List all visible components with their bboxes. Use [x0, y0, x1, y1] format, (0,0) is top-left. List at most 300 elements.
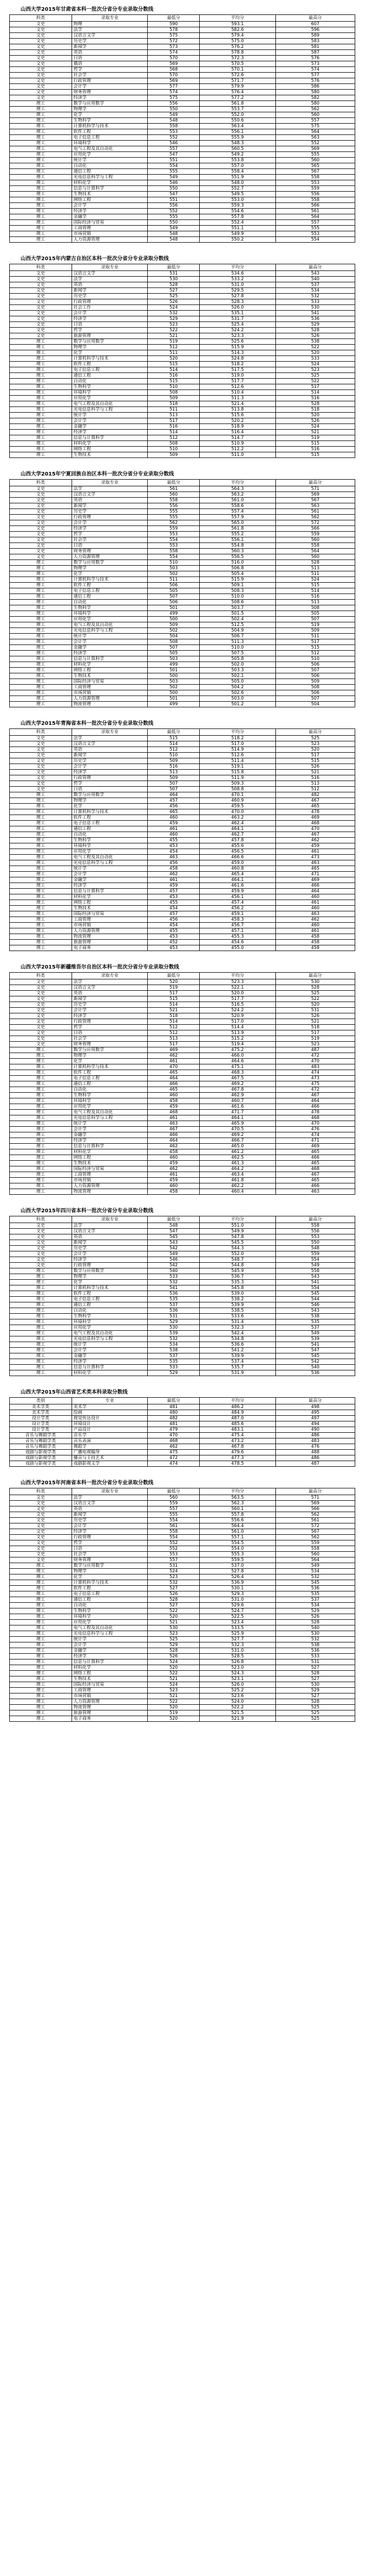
category-cell: 理工	[10, 1104, 72, 1110]
min-score-cell: 463	[148, 1121, 200, 1127]
max-score-cell: 556	[275, 1229, 355, 1234]
major-cell: 新闻学	[72, 1240, 148, 1246]
avg-score-cell: 515.8	[200, 770, 276, 775]
major-cell: 旅游管理	[72, 940, 148, 945]
table-row	[10, 1620, 355, 1625]
max-score-cell: 573	[275, 61, 355, 67]
max-score-cell: 569	[275, 1501, 355, 1506]
avg-score-cell: 523.1	[200, 1676, 276, 1682]
major-cell: 人力资源管理	[72, 696, 148, 702]
major-cell: 汉语言文学	[72, 492, 148, 498]
max-score-cell: 564	[275, 214, 355, 220]
min-score-cell: 514	[148, 1002, 200, 1008]
major-cell: 行政管理	[72, 775, 148, 781]
major-cell: 物流管理	[72, 1189, 148, 1195]
major-cell: 英语	[72, 50, 148, 56]
min-score-cell: 513	[148, 1036, 200, 1042]
major-cell: 哲学	[72, 67, 148, 73]
major-cell: 经济学	[72, 95, 148, 101]
min-score-cell: 525	[148, 1637, 200, 1642]
major-cell: 软件工程	[72, 583, 148, 588]
major-cell: 英语	[72, 747, 148, 753]
max-score-cell: 468	[275, 1166, 355, 1172]
min-score-cell: 512	[148, 1025, 200, 1030]
min-score-cell: 535	[148, 1359, 200, 1365]
table-row	[10, 560, 355, 566]
max-score-cell: 506	[275, 662, 355, 668]
table-row	[10, 158, 355, 163]
max-score-cell: 478	[275, 1110, 355, 1115]
major-cell: 电气工程及其自动化	[72, 1331, 148, 1336]
max-score-cell: 511	[275, 634, 355, 639]
major-cell: 旅游管理	[72, 333, 148, 339]
table-row	[10, 1557, 355, 1563]
min-score-cell: 550	[148, 220, 200, 226]
max-score-cell: 526	[275, 764, 355, 770]
category-cell: 理工	[10, 1654, 72, 1659]
major-cell: 市场营销	[72, 923, 148, 928]
table-row	[10, 1501, 355, 1506]
category-cell: 文史	[10, 1518, 72, 1523]
avg-score-cell: 522.2	[200, 1705, 276, 1710]
min-score-cell: 514	[148, 430, 200, 435]
avg-score-cell: 555.3	[200, 1552, 276, 1557]
category-cell: 理工	[10, 197, 72, 203]
major-cell: 物流管理	[72, 1705, 148, 1710]
table-row	[10, 294, 355, 299]
avg-score-cell: 462.5	[200, 1155, 276, 1161]
major-cell: 网络工程	[72, 447, 148, 452]
table-row	[10, 282, 355, 288]
major-cell: 软件工程	[72, 815, 148, 821]
avg-score-cell: 506.7	[200, 634, 276, 639]
table-row	[10, 843, 355, 849]
major-cell: 广播电视编导	[72, 1450, 148, 1455]
min-score-cell: 456	[148, 860, 200, 866]
min-score-cell: 552	[148, 209, 200, 214]
min-score-cell: 515	[148, 736, 200, 741]
max-score-cell: 515	[275, 441, 355, 447]
category-cell: 理工	[10, 152, 72, 158]
table-row	[10, 1081, 355, 1087]
min-score-cell: 455	[148, 900, 200, 906]
table-row	[10, 1614, 355, 1620]
avg-score-cell: 527.8	[200, 1569, 276, 1574]
avg-score-cell: 551.1	[200, 226, 276, 231]
category-cell: 理工	[10, 1093, 72, 1098]
category-cell: 理工	[10, 214, 72, 220]
min-score-cell: 466	[148, 1081, 200, 1087]
min-score-cell: 531	[148, 1314, 200, 1319]
max-score-cell: 535	[275, 1591, 355, 1597]
max-score-cell: 527	[275, 1665, 355, 1671]
table-row	[10, 1178, 355, 1183]
min-score-cell: 546	[148, 141, 200, 146]
avg-score-cell: 579.4	[200, 33, 276, 39]
min-score-cell: 555	[148, 214, 200, 220]
max-score-cell: 495	[275, 1410, 355, 1416]
major-cell: 生物科学	[72, 1093, 148, 1098]
major-cell: 金融学	[72, 645, 148, 651]
table-row	[10, 696, 355, 702]
avg-score-cell: 593.1	[200, 22, 276, 27]
score-table	[9, 1208, 355, 1376]
max-score-cell: 558	[275, 197, 355, 203]
avg-score-cell: 457.1	[200, 928, 276, 934]
table-row	[10, 152, 355, 158]
max-score-cell: 521	[275, 430, 355, 435]
max-score-cell: 532	[275, 1637, 355, 1642]
major-cell: 应用化学	[72, 849, 148, 855]
min-score-cell: 458	[148, 1098, 200, 1104]
avg-score-cell: 545.5	[200, 1240, 276, 1246]
major-cell: 材料化学	[72, 894, 148, 900]
score-table	[9, 471, 355, 707]
max-score-cell: 557	[275, 220, 355, 226]
table-title: 山西大学2015年内蒙古自治区本科一批次分省分专业录取分数线	[21, 256, 169, 262]
max-score-cell: 463	[275, 860, 355, 866]
category-cell: 理工	[10, 1155, 72, 1161]
avg-score-cell: 521.5	[200, 1710, 276, 1716]
major-cell: 光电信息科学与工程	[72, 860, 148, 866]
category-cell: 理工	[10, 945, 72, 951]
major-cell: 电子信息工程	[72, 588, 148, 594]
max-score-cell: 512	[275, 787, 355, 792]
max-score-cell: 469	[275, 815, 355, 821]
avg-score-cell: 462.9	[200, 1093, 276, 1098]
max-score-cell: 533	[275, 356, 355, 362]
category-cell: 理工	[10, 1144, 72, 1149]
category-cell: 理工	[10, 1336, 72, 1342]
category-cell: 文史	[10, 299, 72, 305]
avg-score-cell: 455.0	[200, 945, 276, 951]
table-row	[10, 362, 355, 367]
category-cell: 理工	[10, 588, 72, 594]
major-cell: 物理学	[72, 1274, 148, 1280]
max-score-cell: 580	[275, 90, 355, 95]
table-row	[10, 1404, 355, 1410]
table-row	[10, 226, 355, 231]
avg-score-cell: 456.5	[200, 849, 276, 855]
category-cell: 理工	[10, 1614, 72, 1620]
min-score-cell: 570	[148, 73, 200, 78]
column-header: 科类	[10, 480, 72, 486]
avg-score-cell: 534.6	[200, 271, 276, 277]
table-row	[10, 645, 355, 651]
major-cell: 人力资源管理	[72, 1183, 148, 1189]
category-cell: 文史	[10, 770, 72, 775]
avg-score-cell: 565.0	[200, 520, 276, 526]
category-cell: 理工	[10, 1325, 72, 1331]
avg-score-cell: 511.3	[200, 639, 276, 645]
major-cell: 通信工程	[72, 1302, 148, 1308]
max-score-cell: 560	[275, 537, 355, 543]
category-cell: 理工	[10, 1274, 72, 1280]
table-row	[10, 537, 355, 543]
major-cell: 电子商务	[72, 945, 148, 951]
max-score-cell: 507	[275, 668, 355, 673]
major-cell: 自动化	[72, 600, 148, 605]
table-row	[10, 1251, 355, 1257]
avg-score-cell: 539.9	[200, 1302, 276, 1308]
major-cell: 环境科学	[72, 141, 148, 146]
category-cell: 文史	[10, 1557, 72, 1563]
table-row	[10, 1342, 355, 1348]
table-row	[10, 1059, 355, 1064]
table-row	[10, 1331, 355, 1336]
max-score-cell: 463	[275, 1189, 355, 1195]
max-score-cell: 537	[275, 282, 355, 288]
avg-score-cell: 561.8	[200, 101, 276, 107]
table-row	[10, 770, 355, 775]
max-score-cell: 525	[275, 373, 355, 379]
min-score-cell: 461	[148, 1059, 200, 1064]
max-score-cell: 468	[275, 1115, 355, 1121]
max-score-cell: 531	[275, 1659, 355, 1665]
min-score-cell: 549	[148, 175, 200, 180]
major-cell: 人力资源管理	[72, 237, 148, 243]
max-score-cell: 460	[275, 923, 355, 928]
avg-score-cell: 464.1	[200, 877, 276, 883]
avg-score-cell: 508.6	[200, 600, 276, 605]
avg-score-cell: 463.4	[200, 1172, 276, 1178]
avg-score-cell: 577.2	[200, 95, 276, 101]
min-score-cell: 518	[148, 1013, 200, 1019]
avg-score-cell: 535.3	[200, 1280, 276, 1285]
min-score-cell: 510	[148, 384, 200, 390]
category-cell: 理工	[10, 1659, 72, 1665]
avg-score-cell: 517.0	[200, 1019, 276, 1025]
min-score-cell: 557	[148, 1506, 200, 1512]
category-cell: 理工	[10, 1064, 72, 1070]
category-cell: 文史	[10, 747, 72, 753]
max-score-cell: 538	[275, 1642, 355, 1648]
max-score-cell: 550	[275, 1240, 355, 1246]
min-score-cell: 461	[148, 877, 200, 883]
max-score-cell: 473	[275, 855, 355, 860]
avg-score-cell: 524.2	[200, 1008, 276, 1013]
category-cell: 文史	[10, 328, 72, 333]
table-row	[10, 288, 355, 294]
major-cell: 汉语言文学	[72, 741, 148, 747]
category-cell: 理工	[10, 1314, 72, 1319]
table-row	[10, 1036, 355, 1042]
table-row	[10, 532, 355, 537]
column-header: 最高分	[275, 973, 355, 979]
min-score-cell: 501	[148, 696, 200, 702]
avg-score-cell: 538.2	[200, 1297, 276, 1302]
category-cell: 设计学类	[10, 1421, 72, 1427]
avg-score-cell: 570.1	[200, 67, 276, 73]
max-score-cell: 563	[275, 503, 355, 509]
avg-score-cell: 464.1	[200, 826, 276, 832]
min-score-cell: 512	[148, 345, 200, 350]
major-cell: 化学	[72, 571, 148, 577]
max-score-cell: 544	[275, 1297, 355, 1302]
min-score-cell: 453	[148, 843, 200, 849]
category-cell: 理工	[10, 1132, 72, 1138]
avg-score-cell: 523.6	[200, 1693, 276, 1699]
category-cell: 理工	[10, 934, 72, 940]
avg-score-cell: 460.9	[200, 798, 276, 804]
max-score-cell: 542	[275, 1359, 355, 1365]
min-score-cell: 536	[148, 1308, 200, 1314]
max-score-cell: 577	[275, 73, 355, 78]
major-cell: 产品设计	[72, 1427, 148, 1433]
max-score-cell: 476	[275, 1127, 355, 1132]
category-cell: 文史	[10, 509, 72, 515]
category-cell: 文史	[10, 1552, 72, 1557]
min-score-cell: 522	[148, 1608, 200, 1614]
avg-score-cell: 576.2	[200, 44, 276, 50]
major-cell: 社会学	[72, 73, 148, 78]
max-score-cell: 566	[275, 203, 355, 209]
avg-score-cell: 552.0	[200, 1251, 276, 1257]
avg-score-cell: 576.4	[200, 90, 276, 95]
avg-score-cell: 475.1	[200, 1064, 276, 1070]
avg-score-cell: 478.5	[200, 1461, 276, 1467]
column-header: 最高分	[275, 264, 355, 271]
avg-score-cell: 529.6	[200, 1603, 276, 1608]
min-score-cell: 508	[148, 639, 200, 645]
avg-score-cell: 483.1	[200, 1427, 276, 1433]
major-cell: 光电信息科学与工程	[72, 628, 148, 634]
major-cell: 统计学	[72, 413, 148, 418]
max-score-cell: 520	[275, 1002, 355, 1008]
min-score-cell: 456	[148, 804, 200, 809]
min-score-cell: 538	[148, 1348, 200, 1353]
table-row	[10, 832, 355, 838]
avg-score-cell: 519.1	[200, 764, 276, 770]
major-cell: 音乐表演	[72, 1438, 148, 1444]
major-cell: 汉语言文学	[72, 33, 148, 39]
max-score-cell: 555	[275, 226, 355, 231]
major-cell: 环境科学	[72, 843, 148, 849]
major-cell: 行政管理	[72, 1019, 148, 1025]
table-row	[10, 651, 355, 656]
major-cell: 统计学	[72, 1637, 148, 1642]
avg-score-cell: 461.6	[200, 883, 276, 889]
max-score-cell: 567	[275, 169, 355, 175]
major-cell: 财务管理	[72, 549, 148, 554]
category-cell: 理工	[10, 1302, 72, 1308]
max-score-cell: 531	[275, 1008, 355, 1013]
major-cell: 法学	[72, 277, 148, 282]
min-score-cell: 524	[148, 1659, 200, 1665]
avg-score-cell: 510.9	[200, 441, 276, 447]
major-cell: 经济学	[72, 1359, 148, 1365]
table-row	[10, 809, 355, 815]
category-cell: 音乐与舞蹈学类	[10, 1444, 72, 1450]
major-cell: 行政管理	[72, 1535, 148, 1540]
score-table	[9, 720, 355, 951]
avg-score-cell: 479.6	[200, 1450, 276, 1455]
table-row	[10, 118, 355, 124]
table-row	[10, 872, 355, 877]
max-score-cell: 564	[275, 549, 355, 554]
category-cell: 理工	[10, 1603, 72, 1608]
table-row	[10, 180, 355, 186]
min-score-cell: 539	[148, 1331, 200, 1336]
max-score-cell: 583	[275, 39, 355, 44]
category-cell: 理工	[10, 1620, 72, 1625]
max-score-cell: 552	[275, 141, 355, 146]
max-score-cell: 543	[275, 271, 355, 277]
table-row	[10, 883, 355, 889]
table-row	[10, 1523, 355, 1529]
max-score-cell: 560	[275, 112, 355, 118]
table-row	[10, 1699, 355, 1705]
category-cell: 理工	[10, 418, 72, 424]
max-score-cell: 528	[275, 328, 355, 333]
major-cell: 光电信息科学与工程	[72, 407, 148, 413]
avg-score-cell: 529.3	[200, 1591, 276, 1597]
table-row	[10, 1336, 355, 1342]
major-cell: 市场营销	[72, 1178, 148, 1183]
min-score-cell: 549	[148, 112, 200, 118]
category-cell: 理工	[10, 940, 72, 945]
min-score-cell: 462	[148, 1144, 200, 1149]
major-cell: 环境科学	[72, 1319, 148, 1325]
table-row	[10, 1013, 355, 1019]
min-score-cell: 552	[148, 135, 200, 141]
category-cell: 文史	[10, 333, 72, 339]
table-row	[10, 826, 355, 832]
category-cell: 理工	[10, 566, 72, 571]
major-cell: 英语	[72, 991, 148, 996]
max-score-cell: 541	[275, 1280, 355, 1285]
avg-score-cell: 553.8	[200, 158, 276, 163]
category-cell: 文史	[10, 1229, 72, 1234]
table-row	[10, 27, 355, 33]
column-header: 平均分	[200, 15, 276, 22]
min-score-cell: 503	[148, 566, 200, 571]
max-score-cell: 525	[275, 736, 355, 741]
column-header: 录取专业	[72, 15, 148, 22]
avg-score-cell: 523.3	[200, 979, 276, 985]
table-row	[10, 849, 355, 855]
major-cell: 光电信息科学与工程	[72, 175, 148, 180]
max-score-cell: 548	[275, 1246, 355, 1251]
table-row	[10, 996, 355, 1002]
category-cell: 理工	[10, 1699, 72, 1705]
category-cell: 理工	[10, 356, 72, 362]
max-score-cell: 474	[275, 1132, 355, 1138]
major-cell: 会计学	[72, 418, 148, 424]
category-cell: 理工	[10, 1671, 72, 1676]
min-score-cell: 549	[148, 226, 200, 231]
avg-score-cell: 457.4	[200, 900, 276, 906]
avg-score-cell: 544.8	[200, 1263, 276, 1268]
major-cell: 视觉传达设计	[72, 1416, 148, 1421]
table-row	[10, 1495, 355, 1501]
max-score-cell: 534	[275, 1569, 355, 1574]
avg-score-cell: 516.5	[200, 1002, 276, 1008]
table-row	[10, 906, 355, 911]
column-header: 最低分	[148, 1216, 200, 1223]
avg-score-cell: 552.4	[200, 220, 276, 226]
table-title: 山西大学2015年山西省艺术类本科录取分数线	[21, 1389, 128, 1395]
table-row	[10, 940, 355, 945]
max-score-cell: 560	[275, 158, 355, 163]
table-row	[10, 656, 355, 662]
table-header-row	[10, 264, 355, 271]
category-cell: 理工	[10, 1166, 72, 1172]
table-row	[10, 1291, 355, 1297]
min-score-cell: 466	[148, 1132, 200, 1138]
min-score-cell: 558	[148, 498, 200, 503]
avg-score-cell: 513.9	[200, 1030, 276, 1036]
